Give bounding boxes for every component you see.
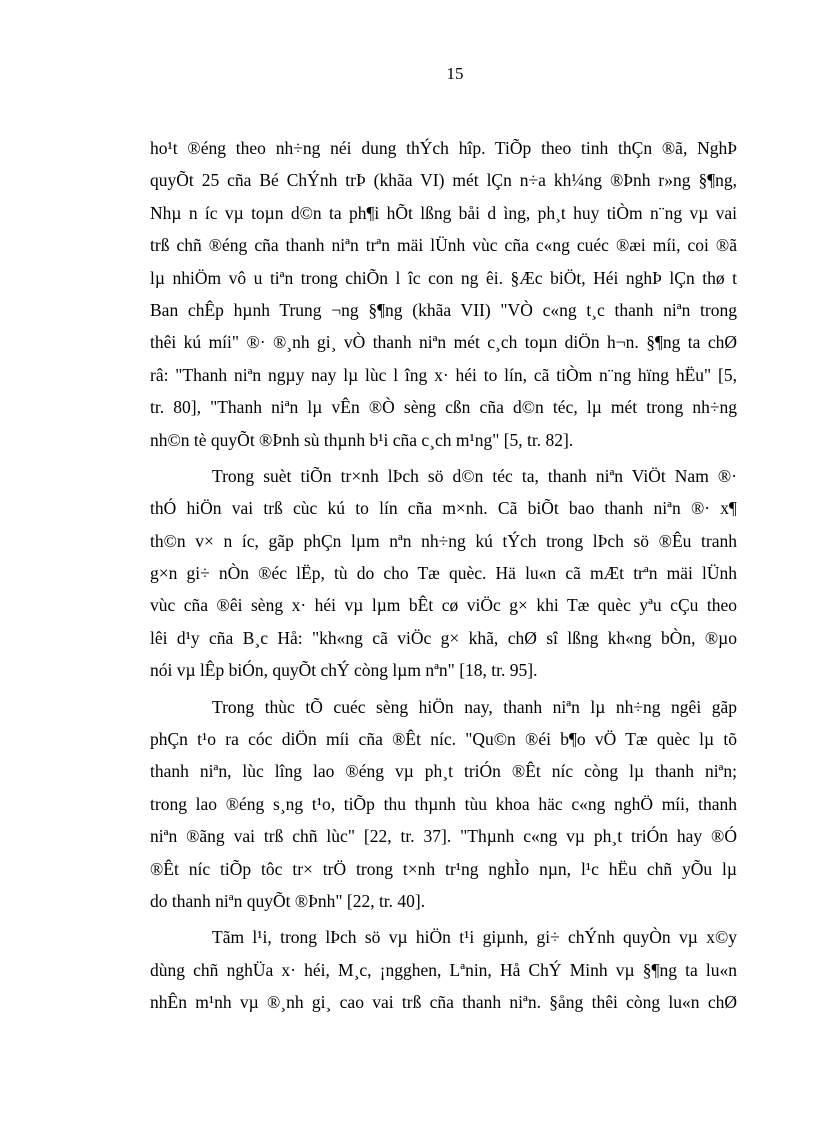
paragraph xyxy=(150,460,737,687)
text-line: râ: "Thanh niªn ngµy nay lµ lùc l îng x· héi to lín, cã tiÒm n¨ng hïng hËu" [5, xyxy=(150,364,737,385)
paragraph xyxy=(150,921,737,1018)
text-line: niªn ®ãng vai trß chñ lùc" [22, tr. 37]. "Thµnh c«ng vµ ph¸t triÓn hay ®Ó xyxy=(150,826,737,847)
text-line: ho¹t ®éng theo nh÷ng néi dung thÝch hîp. TiÕp theo tinh thÇn ®ã, NghÞ xyxy=(150,138,737,158)
paragraph xyxy=(150,691,737,918)
text-line: Ban chÊp hµnh Trung ¬ng §¶ng (khãa VII) "VÒ c«ng t¸c thanh niªn trong xyxy=(150,299,737,320)
text-line: tr. 80], "Thanh niªn lµ vÊn ®Ò sèng cßn cña d©n téc, lµ mét trong nh÷ng xyxy=(150,397,737,418)
text-line: lµ nhiÖm vô u tiªn trong chiÕn l îc con ng êi. §Æc biÖt, Héi nghÞ lÇn thø t xyxy=(150,267,737,288)
text-line: do thanh niªn quyÕt ®Þnh" [22, tr. 40]. xyxy=(150,890,426,911)
text-line: thêi kú míi" ®· ®¸nh gi¸ vÒ thanh niªn mét c¸ch toµn diÖn h¬n. §¶ng ta chØ xyxy=(150,332,737,353)
text-line: thanh niªn, lùc lîng lao ®éng vµ ph¸t triÓn ®Êt níc còng lµ thanh niªn; xyxy=(150,761,737,782)
text-line: quyÕt 25 cña Bé ChÝnh trÞ (khãa VI) mét lÇn n÷a kh¼ng ®Þnh r»ng §¶ng, xyxy=(150,170,737,191)
text-line: ®Êt níc tiÕp tôc tr× trÖ trong t×nh tr¹ng nghÌo nµn, l¹c hËu chñ yÕu lµ xyxy=(150,858,737,879)
text-line: Tãm l¹i, trong lÞch sö vµ hiÖn t¹i giµnh, gi÷ chÝnh quyÒn vµ x©y xyxy=(212,927,737,948)
text-line: dùng chñ nghÜa x· héi, M¸c, ¡ngghen, Lªnin, Hå ChÝ Minh vµ §¶ng ta lu«n xyxy=(150,959,737,980)
page-number: 15 xyxy=(446,64,464,83)
text-line: trß chñ ®éng cña thanh niªn trªn mäi lÜnh vùc cña c«ng cuéc ®æi míi, coi ®ã xyxy=(150,235,737,256)
text-line: nh©n tè quyÕt ®Þnh sù thµnh b¹i cña c¸ch m¹ng" [5, tr. 82]. xyxy=(150,429,574,450)
text-line: trong lao ®éng s¸ng t¹o, tiÕp thu thµnh tùu khoa häc c«ng nghÖ míi, thanh xyxy=(150,793,737,814)
text-line: lêi d¹y cña B¸c Hå: "kh«ng cã viÖc g× khã, chØ sî lßng kh«ng bÒn, ®µo xyxy=(150,627,737,648)
text-line: Trong suèt tiÕn tr×nh lÞch sö d©n téc ta, thanh niªn ViÖt Nam ®· xyxy=(212,465,737,486)
text-line: th©n v× n íc, gãp phÇn lµm nªn nh÷ng kú tÝch trong lÞch sö ®Êu tranh xyxy=(150,530,737,551)
text-line: phÇn t¹o ra cóc diÖn míi cña ®Êt níc. "Qu©n ®éi b¶o vÖ Tæ quèc lµ tõ xyxy=(150,729,737,750)
text-line: nhÊn m¹nh vµ ®¸nh gi¸ cao vai trß cña thanh niªn. §ång thêi còng lu«n chØ xyxy=(150,992,737,1013)
text-line: vùc cña ®êi sèng x· héi vµ lµm bÊt cø viÖc g× khi Tæ quèc yªu cÇu theo xyxy=(150,595,737,616)
text-line: thÓ hiÖn vai trß cùc kú to lín cña m×nh. Cã biÕt bao thanh niªn ®· x¶ xyxy=(150,498,737,519)
text-line: nói vµ lÊp biÓn, quyÕt chÝ còng lµm nªn" [18, tr. 95]. xyxy=(150,660,538,681)
text-line: Trong thùc tÕ cuéc sèng hiÖn nay, thanh niªn lµ nh÷ng ngêi gãp xyxy=(212,696,737,717)
body-text xyxy=(150,132,737,1019)
text-line: Nhµ n íc vµ toµn d©n ta ph¶i hÕt lßng båi d ìng, ph¸t huy tiÒm n¨ng vµ vai xyxy=(150,202,737,223)
paragraph xyxy=(150,132,737,456)
text-line: g×n gi÷ nÒn ®éc lËp, tù do cho Tæ quèc. Hä lu«n cã mÆt trªn mäi lÜnh xyxy=(150,563,737,584)
